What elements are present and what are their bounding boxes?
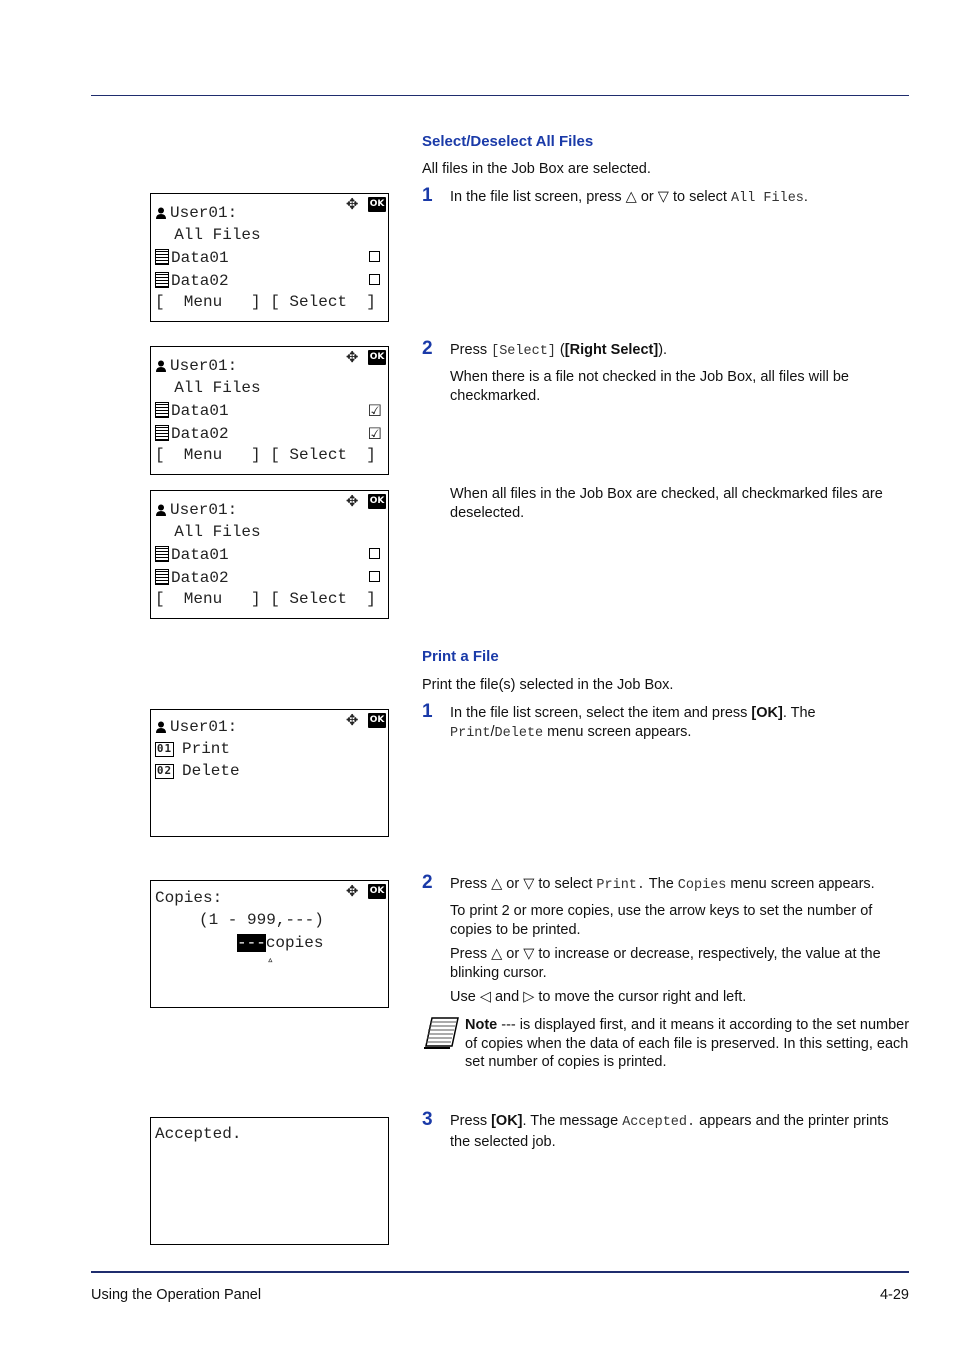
user-icon (155, 718, 167, 730)
lcd-screen-copies (150, 880, 389, 1008)
step-number: 1 (422, 185, 433, 206)
step-text: In the file list screen, select the item and press [OK]. The Print/Delete menu screen appears. (450, 705, 816, 741)
step-description: When there is a file not checked in the Job Box, all files will be checkmarked. (450, 369, 849, 404)
section-heading-select-all: Select/Deselect All Files (422, 133, 594, 150)
four-way-arrow-icon: ✥ (345, 492, 359, 510)
lcd-user: User01: (170, 718, 238, 736)
step-number: 1 (422, 701, 433, 722)
step-text: Press [OK]. The message Accepted. appears and the printer prints the selected job. (450, 1113, 889, 1150)
lcd-file: Data02 (171, 569, 229, 587)
note-icon (422, 1016, 460, 1050)
checkbox-checked-icon: ☑ (367, 401, 382, 420)
footer-chapter-title: Using the Operation Panel (91, 1287, 262, 1303)
four-way-arrow-icon: ✥ (345, 882, 359, 900)
lcd-menu-bar: [ Menu ] [ Select ] (155, 293, 376, 311)
lcd-menu-item-print: Print (182, 740, 231, 758)
file-icon (155, 249, 169, 265)
lcd-copies-range: (1 - 999,---) (199, 911, 324, 929)
nav-ok-indicator (346, 195, 386, 213)
lcd-menu-item-delete: Delete (182, 762, 240, 780)
lcd-screen-accepted (150, 1117, 389, 1245)
user-icon (155, 204, 167, 216)
ok-icon: OK (368, 197, 386, 212)
nav-ok-indicator (346, 348, 386, 366)
section-intro: All files in the Job Box are selected. (422, 161, 651, 177)
note-text: Note --- is displayed first, and it means it according to the set number of copies when the data of each file is preserved. In this setting, each set number of copies is printed. (465, 1017, 910, 1070)
checkbox-checked-icon: ☑ (367, 424, 382, 443)
step-number: 3 (422, 1109, 433, 1130)
lcd-file: Data02 (171, 425, 229, 443)
nav-ok-indicator (346, 882, 386, 900)
lcd-file: Data01 (171, 402, 229, 420)
checkbox-empty-icon (369, 548, 380, 559)
step-description: Use ◁ and ▷ to move the cursor right and left. (450, 989, 747, 1005)
step-description: Press △ or ▽ to increase or decrease, respectively, the value at the blinking cursor. (450, 946, 881, 981)
file-icon (155, 272, 169, 288)
lcd-screen-print-delete-menu (150, 709, 389, 837)
ok-icon: OK (368, 713, 386, 728)
checkbox-empty-icon (369, 251, 380, 262)
lcd-screen-file-list-deselected (150, 490, 389, 619)
footer-page-number: 4-29 (879, 1287, 909, 1303)
deselect-description: When all files in the Job Box are checked, all checkmarked files are deselected. (450, 486, 883, 521)
step-text: Press [Select] ([Right Select]). (450, 342, 668, 359)
user-icon (155, 501, 167, 513)
lcd-menu-bar: [ Menu ] [ Select ] (155, 590, 376, 608)
lcd-user: User01: (170, 204, 238, 222)
ok-icon: OK (368, 350, 386, 365)
checkbox-empty-icon (369, 274, 380, 285)
step-description: To print 2 or more copies, use the arrow keys to set the number of copies to be printed. (450, 903, 873, 938)
lcd-screen-file-list (150, 193, 389, 322)
lcd-copies-title: Copies: (155, 889, 223, 907)
ok-icon: OK (368, 494, 386, 509)
lcd-copies-unit: copies (265, 934, 324, 952)
step-number: 2 (422, 338, 433, 359)
ok-icon: OK (368, 884, 386, 899)
lcd-all-files: All Files (174, 379, 261, 397)
lcd-file: Data01 (171, 546, 229, 564)
top-rule (91, 95, 909, 96)
number-02-icon: 02 (156, 764, 173, 777)
number-01-icon: 01 (156, 742, 173, 755)
step-text: Press △ or ▽ to select Print. The Copies menu screen appears. (450, 876, 875, 893)
four-way-arrow-icon: ✥ (345, 348, 359, 366)
file-icon (155, 569, 169, 585)
four-way-arrow-icon: ✥ (345, 195, 359, 213)
lcd-all-files: All Files (174, 523, 261, 541)
lcd-all-files: All Files (174, 226, 261, 244)
lcd-file: Data02 (171, 272, 229, 290)
lcd-menu-bar: [ Menu ] [ Select ] (155, 446, 376, 464)
file-icon (155, 402, 169, 418)
lcd-accepted-message: Accepted. (155, 1125, 242, 1143)
lcd-file: Data01 (171, 249, 229, 267)
checkbox-empty-icon (369, 571, 380, 582)
section-heading-print-file: Print a File (422, 648, 499, 665)
nav-ok-indicator (346, 492, 386, 510)
user-icon (155, 357, 167, 369)
file-icon (155, 546, 169, 562)
section-intro: Print the file(s) selected in the Job Box. (422, 677, 674, 693)
file-icon (155, 425, 169, 441)
lcd-screen-file-list-checked (150, 346, 389, 475)
lcd-copies-value: --- (237, 934, 266, 952)
lcd-user: User01: (170, 501, 238, 519)
bottom-rule (91, 1271, 909, 1273)
step-number: 2 (422, 872, 433, 893)
lcd-user: User01: (170, 357, 238, 375)
nav-ok-indicator (346, 711, 386, 729)
cursor-caret-icon: ▵ (267, 955, 274, 967)
step-text: In the file list screen, press △ or ▽ to select All Files. (450, 189, 808, 206)
four-way-arrow-icon: ✥ (345, 711, 359, 729)
